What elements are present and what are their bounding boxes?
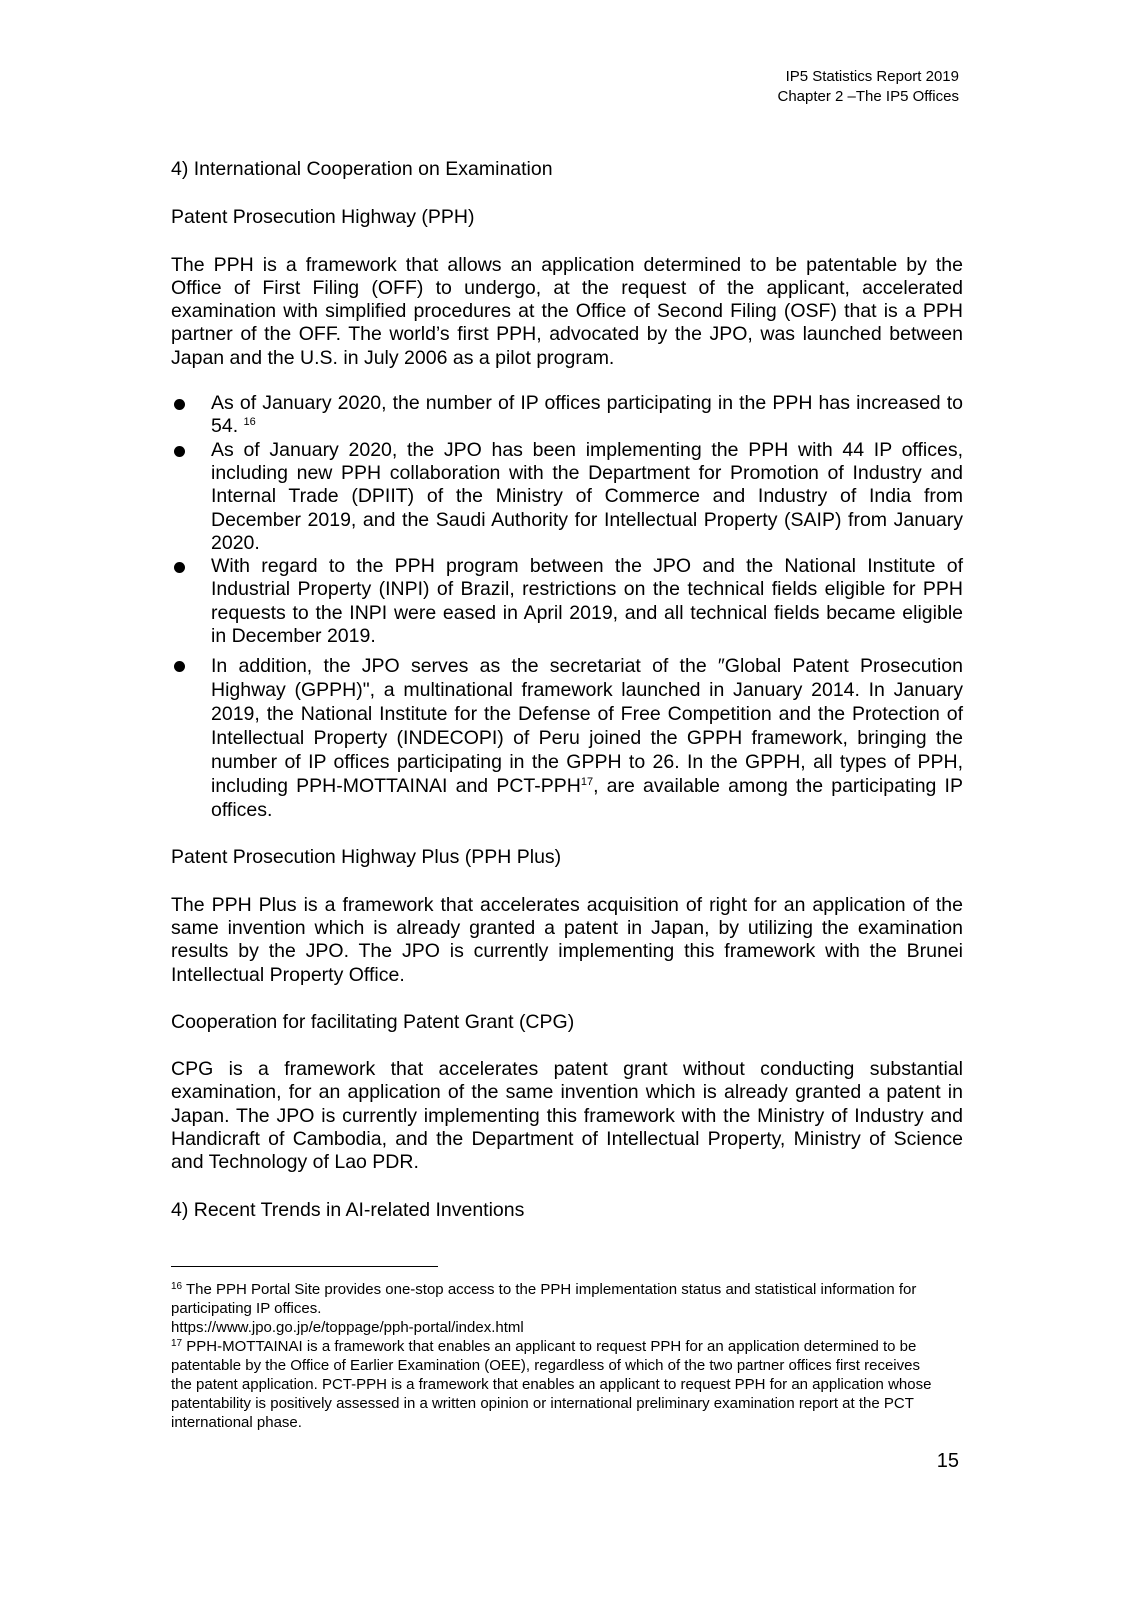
footnote-number: 17 xyxy=(171,1338,183,1349)
pph-paragraph: The PPH is a framework that allows an application determined to be patentable by the Office of First Filing (OFF) to undergo, at the request of the applicant, accelerated examination with simplified procedures at the Office of Second Filing (OSF) that is a PPH partner of the OFF. The world’s first PPH, advocated by the JPO, was launched between Japan and the U.S. in July 2006 as a pilot program. xyxy=(171,253,963,369)
bullet-text-end: , are available among the participating IP offices. xyxy=(211,775,963,822)
cpg-heading: Cooperation for facilitating Patent Grant (CPG) xyxy=(171,1010,575,1033)
section-heading: 4) International Cooperation on Examination xyxy=(171,158,553,180)
bullet-text: In addition, the JPO serves as the secretariat of the ″Global Patent Prosecution Highway (GPPH)", a multinational framework launched in January 2014. In January 2019, the National Institute for the Defense of Free Competition and the Protection of Intellectual Property (INDECOPI) of Peru joined the GPPH framework, bringing the number of IP offices participating in the GPPH to 26. In the GPPH, all types of PPH, including PPH-MOTTAINAI and PCT-PPH xyxy=(211,655,963,798)
footnote-ref-16[interactable]: 16 xyxy=(243,416,256,429)
footnote-17 xyxy=(171,1337,941,1432)
running-header xyxy=(778,67,960,107)
pph-bullet-list xyxy=(171,392,963,822)
pph-plus-heading: Patent Prosecution Highway Plus (PPH Plus) xyxy=(171,846,562,869)
bullet-item xyxy=(171,654,963,822)
pph-heading: Patent Prosecution Highway (PPH) xyxy=(171,206,475,229)
footnote-url[interactable]: https://www.jpo.go.jp/e/toppage/pph-portal/index.html xyxy=(171,1319,524,1336)
cpg-paragraph: CPG is a framework that accelerates patent grant without conducting substantial examination, for an application of the same invention which is already granted a patent in Japan. The JPO is currently implementing this framework with the Ministry of Industry and Handicraft of Cambodia, and the Department of Intellectual Property, Ministry of Science and Technology of Lao PDR. xyxy=(171,1058,963,1174)
bullet-item xyxy=(171,439,963,555)
bullet-dot-icon xyxy=(174,446,185,457)
bullet-text: As of January 2020, the number of IP offices participating in the PPH has increased to 54. xyxy=(211,392,963,438)
footnote-text: PPH-MOTTAINAI is a framework that enables an applicant to request PPH for an application determined to be patentable by the Office of Earlier Examination (OEE), regardless of which of the two partner offices first receives the patent application. PCT-PPH is a framework that enables an applicant to request PPH for an application whose patentability is positively assessed in a written opinion or international preliminary examination report at the PCT international phase. xyxy=(171,1338,932,1431)
footnote-16 xyxy=(171,1280,941,1318)
header-report-title: IP5 Statistics Report 2019 xyxy=(785,68,959,85)
footnote-separator xyxy=(171,1266,438,1267)
bullet-text: As of January 2020, the JPO has been implementing the PPH with 44 IP offices, including new PPH collaboration with the Department for Promotion of Industry and Internal Trade (DPIIT) of the Ministry of Commerce and Industry of India from December 2019, and the Saudi Authority for Intellectual Property (SAIP) from January 2020. xyxy=(211,438,963,554)
bullet-dot-icon xyxy=(174,399,185,410)
footnote-text: The PPH Portal Site provides one-stop access to the PPH implementation status and statistical information for participating IP offices. xyxy=(171,1281,917,1317)
footnote-ref-17[interactable]: 17 xyxy=(580,776,594,789)
pph-plus-paragraph: The PPH Plus is a framework that accelerates acquisition of right for an application of the same invention which is already granted a patent in Japan, by utilizing the examination results by the JPO. The JPO is currently implementing this framework with the Brunei Intellectual Property Office. xyxy=(171,893,963,986)
bullet-dot-icon xyxy=(174,661,185,672)
page-number: 15 xyxy=(936,1450,959,1472)
main-content xyxy=(171,158,963,1222)
footnotes xyxy=(171,1280,941,1432)
bullet-dot-icon xyxy=(174,562,185,573)
bullet-item xyxy=(171,555,963,648)
bullet-text: With regard to the PPH program between the JPO and the National Institute of Industrial Property (INPI) of Brazil, restrictions on the technical fields eligible for PPH requests to the INPI were eased in April 2019, and all technical fields became eligible in December 2019. xyxy=(211,555,963,648)
next-section-heading: 4) Recent Trends in AI-related Inventions xyxy=(171,1198,525,1221)
bullet-item xyxy=(171,392,963,439)
footnote-number: 16 xyxy=(171,1281,183,1292)
header-chapter-title: Chapter 2 –The IP5 Offices xyxy=(777,88,959,105)
